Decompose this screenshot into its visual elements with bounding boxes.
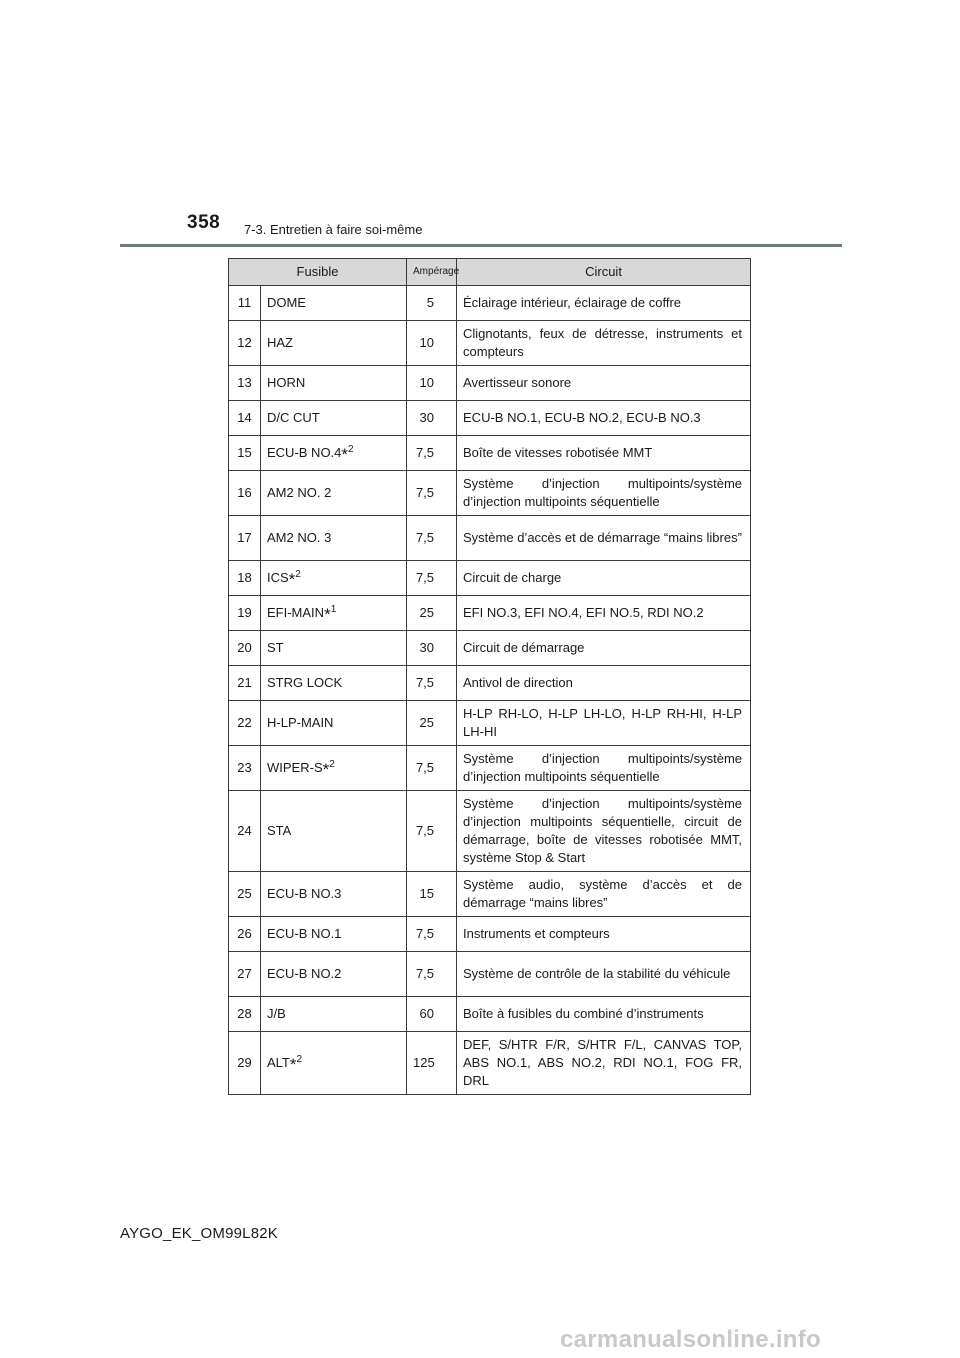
table-row <box>229 286 751 321</box>
fuse-circuit: Système d’accès et de démarrage “mains libres” <box>457 516 751 561</box>
fuse-amperage: 25 <box>407 596 457 631</box>
fuse-number: 13 <box>229 366 261 401</box>
fuse-number: 21 <box>229 666 261 701</box>
footnote-star: * <box>322 759 330 779</box>
table-row <box>229 746 751 791</box>
fuse-circuit: Circuit de charge <box>457 561 751 596</box>
fuse-number: 29 <box>229 1032 261 1095</box>
fuse-name-cell <box>261 917 407 952</box>
table-row <box>229 561 751 596</box>
fuse-name-cell <box>261 872 407 917</box>
fuse-amperage: 60 <box>407 997 457 1032</box>
fuse-amperage: 7,5 <box>407 666 457 701</box>
fuse-name: ECU-B NO.1 <box>267 926 342 941</box>
table-row <box>229 1032 751 1095</box>
fuse-circuit: Clignotants, feux de détresse, instruments et compteurs <box>457 321 751 366</box>
fuse-name: J/B <box>267 1006 286 1021</box>
table-row <box>229 952 751 997</box>
footnote-star: * <box>289 1054 297 1074</box>
fuse-name-cell <box>261 596 407 631</box>
fuse-name-cell <box>261 1032 407 1095</box>
footnote-star: * <box>288 569 296 589</box>
table-row <box>229 631 751 666</box>
fuse-amperage: 7,5 <box>407 746 457 791</box>
fuse-amperage: 30 <box>407 401 457 436</box>
fuse-number: 15 <box>229 436 261 471</box>
fuse-circuit: DEF, S/HTR F/R, S/HTR F/L, CANVAS TOP, ABS NO.1, ABS NO.2, RDI NO.1, FOG FR, DRL <box>457 1032 751 1095</box>
fuse-name-cell <box>261 952 407 997</box>
fuse-amperage: 15 <box>407 872 457 917</box>
fuse-name-cell <box>261 791 407 872</box>
footnote-number: 2 <box>296 1053 303 1065</box>
fuse-amperage: 7,5 <box>407 561 457 596</box>
fuse-amperage: 7,5 <box>407 436 457 471</box>
fuse-name: STA <box>267 823 292 838</box>
fuse-number: 20 <box>229 631 261 666</box>
fuse-number: 25 <box>229 872 261 917</box>
fuse-circuit: Éclairage intérieur, éclairage de coffre <box>457 286 751 321</box>
fuse-amperage: 7,5 <box>407 952 457 997</box>
fuse-name-cell <box>261 471 407 516</box>
footnote-number: 2 <box>348 443 354 455</box>
table-row <box>229 516 751 561</box>
footnote-number: 1 <box>330 603 337 615</box>
fuse-number: 17 <box>229 516 261 561</box>
fuse-amperage: 7,5 <box>407 791 457 872</box>
column-header-amperage: Ampérage <box>407 259 457 286</box>
fuse-amperage: 25 <box>407 701 457 746</box>
fuse-amperage: 30 <box>407 631 457 666</box>
fuse-number: 14 <box>229 401 261 436</box>
fuse-number: 27 <box>229 952 261 997</box>
fuse-name: ECU-B NO.4 <box>267 444 342 460</box>
table-row <box>229 791 751 872</box>
fuse-circuit: H-LP RH-LO, H-LP LH-LO, H-LP RH-HI, H-LP LH-HI <box>457 701 751 746</box>
table-row <box>229 872 751 917</box>
fuse-name-cell <box>261 666 407 701</box>
fuse-name-cell <box>261 561 407 596</box>
fuse-name-cell <box>261 286 407 321</box>
fuse-circuit: Boîte à fusibles du combiné d’instruments <box>457 997 751 1032</box>
table-row <box>229 701 751 746</box>
fuse-number: 24 <box>229 791 261 872</box>
footnote-star: * <box>324 604 331 624</box>
fuse-name-cell <box>261 631 407 666</box>
fuse-name: ECU-B NO.3 <box>267 886 342 901</box>
fuse-circuit: ECU-B NO.1, ECU-B NO.2, ECU-B NO.3 <box>457 401 751 436</box>
fuse-number: 16 <box>229 471 261 516</box>
fuse-name: AM2 NO. 3 <box>267 530 332 545</box>
fuse-circuit: Système de contrôle de la stabilité du véhicule <box>457 952 751 997</box>
fuse-table <box>228 258 751 1095</box>
footnote-number: 2 <box>295 568 301 580</box>
fuse-amperage: 7,5 <box>407 471 457 516</box>
fuse-name-cell <box>261 321 407 366</box>
fuse-name: ST <box>267 640 284 655</box>
fuse-number: 12 <box>229 321 261 366</box>
table-row <box>229 666 751 701</box>
header-rule <box>120 244 842 247</box>
fuse-name-cell <box>261 436 407 471</box>
table-row <box>229 917 751 952</box>
section-title: 7-3. Entretien à faire soi-même <box>244 222 423 237</box>
fuse-name-cell <box>261 516 407 561</box>
fuse-amperage: 10 <box>407 366 457 401</box>
fuse-number: 28 <box>229 997 261 1032</box>
fuse-name: HORN <box>267 375 306 390</box>
column-header-fuse: Fusible <box>229 259 407 286</box>
fuse-name: WIPER-S <box>267 759 323 775</box>
fuse-circuit: EFI NO.3, EFI NO.4, EFI NO.5, RDI NO.2 <box>457 596 751 631</box>
fuse-name: ALT <box>267 1054 290 1070</box>
fuse-amperage: 10 <box>407 321 457 366</box>
fuse-name-cell <box>261 997 407 1032</box>
fuse-circuit: Instruments et compteurs <box>457 917 751 952</box>
table-row <box>229 997 751 1032</box>
column-header-circuit: Circuit <box>457 259 751 286</box>
table-row <box>229 596 751 631</box>
fuse-name-cell <box>261 746 407 791</box>
fuse-number: 26 <box>229 917 261 952</box>
fuse-circuit: Avertisseur sonore <box>457 366 751 401</box>
fuse-number: 23 <box>229 746 261 791</box>
fuse-name-cell <box>261 401 407 436</box>
fuse-name: D/C CUT <box>267 410 320 425</box>
fuse-circuit: Système d’injection multipoints/système d’injection multipoints séquentielle <box>457 746 751 791</box>
fuse-amperage: 7,5 <box>407 516 457 561</box>
fuse-name: STRG LOCK <box>267 675 343 690</box>
fuse-name: AM2 NO. 2 <box>267 485 332 500</box>
table-header-row <box>229 259 751 286</box>
fuse-circuit: Système d’injection multipoints/système d’injection multipoints séquentielle, circuit de démarrage, boîte de vitesses robotisée MMT, système Stop & Start <box>457 791 751 872</box>
fuse-name: DOME <box>267 295 306 310</box>
table-row <box>229 471 751 516</box>
table-row <box>229 366 751 401</box>
fuse-circuit: Circuit de démarrage <box>457 631 751 666</box>
fuse-number: 22 <box>229 701 261 746</box>
table-row <box>229 321 751 366</box>
fuse-name: ECU-B NO.2 <box>267 966 342 981</box>
table-row <box>229 401 751 436</box>
fuse-amperage: 7,5 <box>407 917 457 952</box>
fuse-name: EFI-MAIN <box>267 604 325 620</box>
fuse-circuit: Système d’injection multipoints/système d’injection multipoints séquentielle <box>457 471 751 516</box>
fuse-amperage: 5 <box>407 286 457 321</box>
fuse-name: H-LP-MAIN <box>267 715 334 730</box>
fuse-number: 19 <box>229 596 261 631</box>
fuse-name: ICS <box>267 569 289 585</box>
manual-code: AYGO_EK_OM99L82K <box>120 1225 279 1242</box>
page-number: 358 <box>187 212 221 233</box>
table-body <box>229 286 751 1095</box>
watermark: carmanualsonline.info <box>560 1326 822 1353</box>
fuse-circuit: Antivol de direction <box>457 666 751 701</box>
fuse-amperage: 125 <box>407 1032 457 1095</box>
table-row <box>229 436 751 471</box>
footnote-star: * <box>341 444 349 464</box>
fuse-name-cell <box>261 366 407 401</box>
fuse-circuit: Boîte de vitesses robotisée MMT <box>457 436 751 471</box>
fuse-number: 11 <box>229 286 261 321</box>
fuse-name-cell <box>261 701 407 746</box>
fuse-circuit: Système audio, système d’accès et de démarrage “mains libres” <box>457 872 751 917</box>
fuse-name: HAZ <box>267 335 293 350</box>
fuse-number: 18 <box>229 561 261 596</box>
footnote-number: 2 <box>329 758 335 770</box>
